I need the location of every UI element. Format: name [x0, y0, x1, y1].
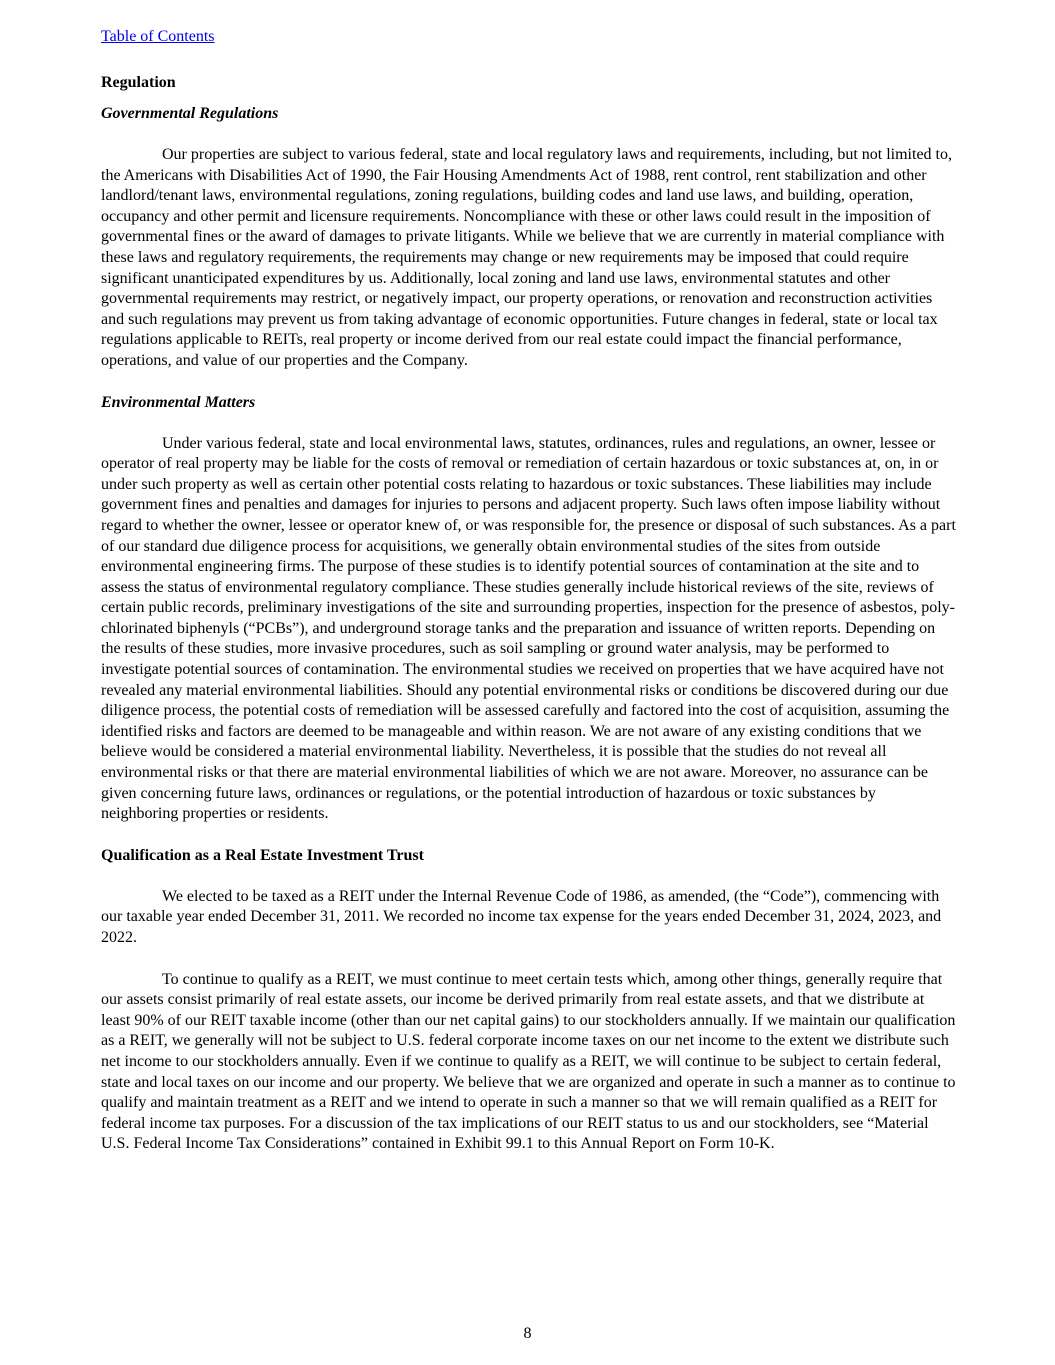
- reit-election-paragraph: We elected to be taxed as a REIT under the Internal Revenue Code of 1986, as amended, (the “Code”), commencing with our taxable year ended December 31, 2011. We recorded no income tax expense for the years ended December 31, 2024, 2023, and 2022.: [101, 887, 942, 946]
- governmental-regulations-paragraph: Our properties are subject to various federal, state and local regulatory laws and requirements, including, but not limited to, the Americans with Disabilities Act of 1990, the Fair Housing Amendments Act of 1988, rent control, rent stabilization and other landlord/tenant laws, environmental regulations, zoning regulations, building codes and land use laws, and building, operation, occupancy and other permit and licensure requirements. Noncompliance with these or other laws could result in the imposition of governmental fines or the award of damages to private litigants. While we believe that we are currently in material compliance with these laws and regulatory requirements, the requirements may change or new requirements may be imposed that could require significant unanticipated expenditures by us. Additionally, local zoning and land use laws, environmental statutes and other governmental requirements may restrict, or negatively impact, our property operations, or renovation and reconstruction activities and such regulations may prevent us from taking advantage of economic opportunities. Future changes in federal, state or local tax regulations applicable to REITs, real property or income derived from our real estate could impact the financial performance, operations, and value of our properties and the Company.: [101, 146, 952, 369]
- table-of-contents-link[interactable]: Table of Contents: [101, 28, 215, 45]
- environmental-matters-paragraph: Under various federal, state and local environmental laws, statutes, ordinances, rules and regulations, an owner, lessee or operator of real property may be liable for the costs of removal or remediation of certain hazardous or toxic substances at, on, in or under such property as well as certain other potential costs relating to hazardous or toxic substances. These liabilities may include government fines and penalties and damages for injuries to persons and adjacent property. Such laws often impose liability without regard to whether the owner, lessee or operator knew of, or was responsible for, the presence or disposal of such substances. As a part of our standard due diligence process for acquisitions, we generally obtain environmental studies of the sites from outside environmental engineering firms. The purpose of these studies is to identify potential sources of contamination at the site and to assess the status of environmental regulatory compliance. These studies generally include historical reviews of the site, reviews of certain public records, preliminary investigations of the site and surrounding properties, inspection for the presence of asbestos, poly-chlorinated biphenyls (“PCBs”), and underground storage tanks and the preparation and issuance of written reports. Depending on the results of these studies, more invasive procedures, such as soil sampling or ground water analysis, may be performed to investigate potential sources of contamination. The environmental studies we received on properties that we have acquired have not revealed any material environmental liabilities. Should any potential environmental risks or conditions be discovered during our due diligence process, the potential costs of remediation will be assessed carefully and factored into the cost of acquisition, assuming the identified risks and factors are deemed to be manageable and within reason. We are not aware of any existing conditions that we believe would be considered a material environmental liability. Nevertheless, it is possible that the studies do not reveal all environmental risks or that there are material environmental liabilities of which we are not aware. Moreover, no assurance can be given concerning future laws, ordinances or regulations, or the potential introduction of hazardous or toxic substances by neighboring properties or residents.: [101, 434, 956, 823]
- regulation-heading: Regulation: [101, 74, 176, 91]
- governmental-regulations-subheading: Governmental Regulations: [101, 105, 279, 122]
- document-page: [101, 26, 957, 1155]
- reit-qualification-heading: Qualification as a Real Estate Investment Trust: [101, 846, 424, 864]
- environmental-matters-subheading: Environmental Matters: [101, 393, 256, 411]
- reit-requirements-paragraph: To continue to qualify as a REIT, we must continue to meet certain tests which, among other things, generally require that our assets consist primarily of real estate assets, our income be derived primarily from real estate assets, and that we distribute at least 90% of our REIT taxable income (other than our net capital gains) to our stockholders annually. If we maintain our qualification as a REIT, we generally will not be subject to U.S. federal corporate income taxes on our net income to the extent we distribute such net income to our stockholders annually. Even if we continue to qualify as a REIT, we will continue to be subject to certain federal, state and local taxes on our income and our property. We believe that we are organized and operate in such a manner as to continue to qualify and maintain treatment as a REIT and we intend to operate in such a manner so that we will remain qualified as a REIT for federal income tax purposes. For a discussion of the tax implications of our REIT status to us and our stockholders, see “Material U.S. Federal Income Tax Considerations” contained in Exhibit 99.1 to this Annual Report on Form 10-K.: [101, 970, 956, 1153]
- page-number: 8: [523, 1325, 532, 1342]
